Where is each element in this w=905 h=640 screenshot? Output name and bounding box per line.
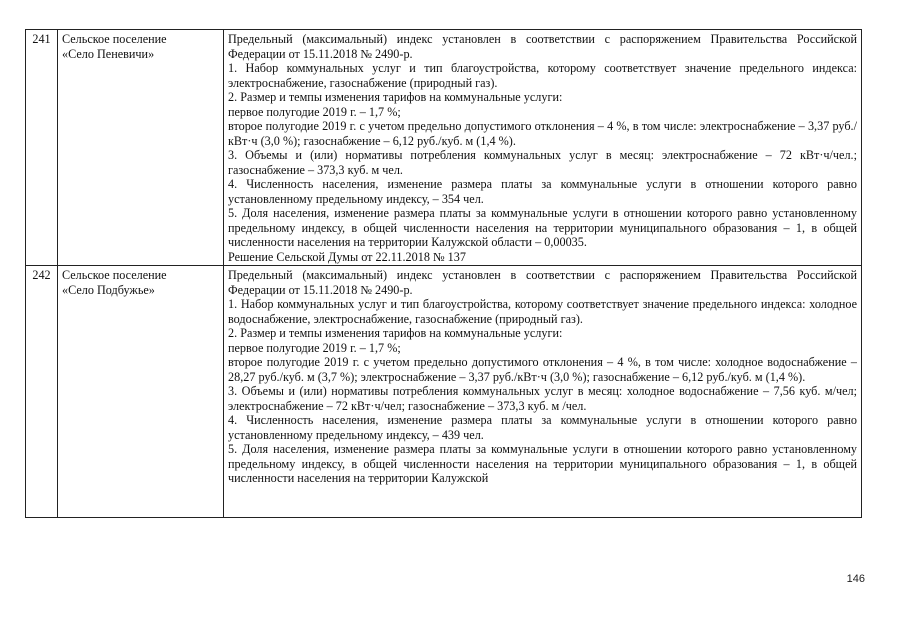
table-row	[26, 30, 862, 266]
settlement-title: «Село Пеневичи»	[62, 46, 155, 61]
tariff-index-table	[25, 29, 862, 518]
paragraph-intro: Предельный (максимальный) индекс установлен в соответствии с распоряжением Правительства Российской Федерации от 15.11.2018 № 2490-р.	[228, 268, 857, 297]
index-description	[224, 266, 862, 518]
paragraph-services: 1. Набор коммунальных услуг и тип благоустройства, которому соответствует значение предельного индекса: холодное водоснабжение, электроснабжение, газоснабжение (природный газ).	[228, 297, 857, 326]
settlement-type: Сельское поселение	[62, 32, 167, 46]
paragraph-population-share: 5. Доля населения, изменение размера платы за коммунальные услуги в отношении которого равно установленному предельному индексу, в общей численности населения на территории муниципального образования – 1, в общей численности населения на территории Калужской области – 0,00035.	[228, 206, 857, 249]
paragraph-population: 4. Численность населения, изменение размера платы за коммунальные услуги в отношении которого равно установленному предельному индексу, – 439 чел.	[228, 413, 857, 442]
index-description	[224, 30, 862, 266]
page-number: 146	[846, 573, 865, 585]
paragraph-tariffs-heading: 2. Размер и темпы изменения тарифов на коммунальные услуги:	[228, 90, 563, 104]
settlement-name	[58, 266, 224, 518]
paragraph-decision: Решение Сельской Думы от 22.11.2018 № 137	[228, 249, 466, 264]
settlement-type: Сельское поселение	[62, 268, 167, 282]
paragraph-population-share: 5. Доля населения, изменение размера платы за коммунальные услуги в отношении которого равно установленному предельному индексу, в общей численности населения на территории муниципального образования – 1, в общей численности населения на территории Калужской	[228, 442, 857, 485]
paragraph-volumes: 3. Объемы и (или) нормативы потребления коммунальных услуг в месяц: электроснабжение – 72 кВт·ч/чел.; газоснабжение – 373,3 куб. м чел.	[228, 148, 857, 177]
paragraph-population: 4. Численность населения, изменение размера платы за коммунальные услуги в отношении которого равно установленному предельному индексу, – 354 чел.	[228, 177, 857, 206]
paragraph-tariffs-heading: 2. Размер и темпы изменения тарифов на коммунальные услуги:	[228, 326, 563, 340]
paragraph-services: 1. Набор коммунальных услуг и тип благоустройства, которому соответствует значение предельного индекса: электроснабжение, газоснабжение (природный газ).	[228, 61, 857, 90]
table-row	[26, 266, 862, 518]
paragraph-intro: Предельный (максимальный) индекс установлен в соответствии с распоряжением Правительства Российской Федерации от 15.11.2018 № 2490-р.	[228, 32, 857, 61]
row-number: 242	[26, 266, 58, 518]
paragraph-second-half: второе полугодие 2019 г. с учетом предельно допустимого отклонения – 4 %, в том числе: электроснабжение – 3,37 руб./кВт·ч (3,0 %); газоснабжение – 6,12 руб./куб. м (1,4 %).	[228, 119, 857, 148]
paragraph-volumes: 3. Объемы и (или) нормативы потребления коммунальных услуг в месяц: холодное водоснабжение – 7,56 куб. м/чел; электроснабжение – 72 кВт·ч/чел; газоснабжение – 373,3 куб. м /чел.	[228, 384, 857, 413]
settlement-name	[58, 30, 224, 266]
paragraph-first-half: первое полугодие 2019 г. – 1,7 %;	[228, 340, 401, 355]
settlement-title: «Село Подбужье»	[62, 282, 155, 297]
paragraph-second-half: второе полугодие 2019 г. с учетом предельно допустимого отклонения – 4 %, в том числе: холодное водоснабжение – 28,27 руб./куб. м (3,7 %); электроснабжение – 3,37 руб./кВт·ч (3,0 %); газоснабжение – 6,12 руб./куб. м (1,4 %).	[228, 355, 857, 384]
row-number: 241	[26, 30, 58, 266]
paragraph-first-half: первое полугодие 2019 г. – 1,7 %;	[228, 104, 401, 119]
